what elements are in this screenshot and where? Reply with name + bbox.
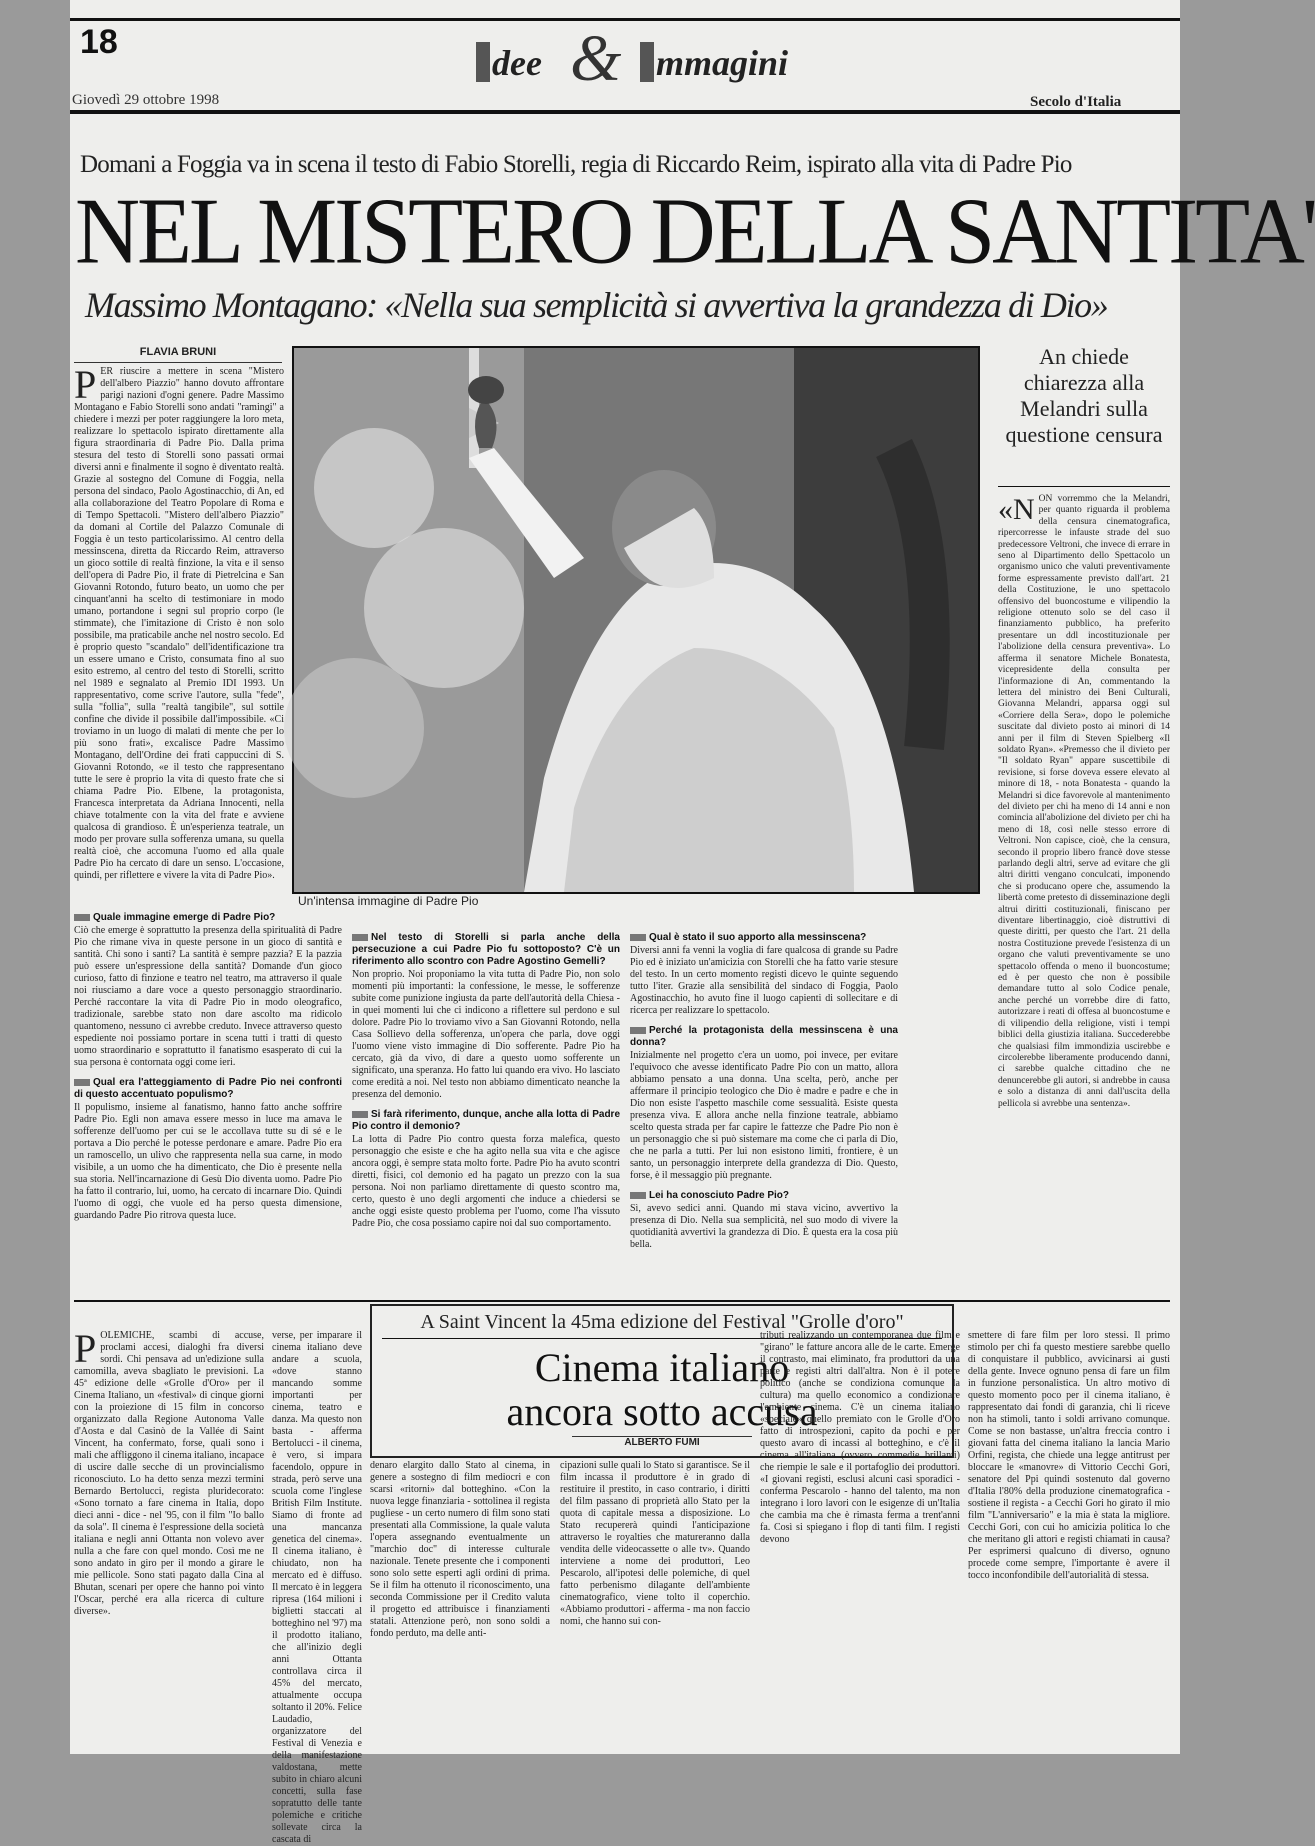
qa-right-answer-1: Diversi anni fa venni la voglia di fare qualcosa di grande su Padre Pio ed è iniziato un'amicizia con Storelli che ha fatto varie stesure del testo. In un certo momento registi dicevo le quinte seguendo tutto l'iter. Grazie alla sensibilità del sindaco di Foggia, Paolo Agostinacchio, ho avuto fine il luogo capienti di sollecitare e di ricerca per realizzare lo spettacolo. [630, 945, 898, 1016]
bottom-col2-text: verse, per imparare il cinema italiano deve andare a scuola, «dove stanno mancando somme importanti per cinema, teatro e danza. Ma questo non basta - afferma Bertolucci - il cinema, è vero, si impara facendolo, oppure in strada, però serve una scuola come l'inglese British Film Institute. Siamo di fronte ad una mancanza genetica del cinema». Il cinema italiano, è chiudato, non ha mercato ed è diffuso. Il mercato è in leggera ripresa (164 milioni i biglietti staccati al botteghino nel '97) ma il prodotto italiano, che all'inizio degli anni Ottanta controllava circa il 45% del mercato, attualmente occupa soltanto il 20%. Felice Laudadio, organizzatore del Festival di Venezia e della manifestazione valdostana, mette subito in chiaro alcuni concetti, sulla fase sopratutto delle tante polemiche e critiche sollevate circa la cascata di [272, 1330, 362, 1845]
main-subheadline: Massimo Montagano: «Nella sua semplicità si avvertiva la grandezza di Dio» [85, 285, 1108, 325]
bottom-dropcap: P [74, 1326, 97, 1371]
qa-right-question-2: Perché la protagonista della messinscena è una donna? [630, 1025, 898, 1048]
issue-date: Giovedì 29 ottobre 1998 [72, 92, 220, 108]
bottom-column-3 [370, 1460, 550, 1750]
bottom-column-1 [74, 1326, 265, 1750]
bottom-section-rule [74, 1300, 1170, 1302]
bottom-col5-text: tributi realizzando un contemporanea due film e "girano" le fatture ancora alle de le carte. Emerge il contrasto, mai eliminato, fra produttori da una parte e registi altri dall'altra. Non è il potere politico (anche se condiziona comunque la cultura) ma quello economico a condizionare l'ambiente cinema. C'è un cinema italiano «speciale» quello premiato con le Grolle d'Oro fatto di introspezioni, capito da pochi e per questo avaro di incassi al botteghino, e c'è il cinema all'italiana (ovvero commedie brillanti) che riempie le sale e il portafoglio dei produttori. «I giovani registi, esclusi alcuni casi sporadici - conferma Pescarolo - hanno del talento, ma non integrano i loro lavori con le esigenze di un'Italia che cambia ma che è rimasta ferma a trent'anni fa. Così si spiegano i flop di tanti film. I registi devono [760, 1330, 960, 1545]
newspaper-name: Secolo d'Italia [1030, 94, 1122, 110]
padre-pio-photo [292, 346, 980, 894]
qa-right-question-1: Qual è stato il suo apporto alla messinscena? [630, 932, 898, 944]
bottom-byline: ALBERTO FUMI [572, 1436, 752, 1448]
main-byline: FLAVIA BRUNI [139, 346, 217, 358]
masthead-bottom-rule [70, 110, 1180, 114]
bottom-column-2 [272, 1330, 362, 1845]
qa-middle-column [352, 928, 620, 1248]
qa-middle-answer-1: Non proprio. Noi proponiamo la vita tutta di Padre Pio, non solo momenti più importanti: la confessione, le messe, le sofferenze subite come punizione ingiusta da parte dell'autorità della Chiesa - in quei momenti lui che ci indicono a riflettere sul perdono e sul dolore. Padre Pio lo troviamo vivo a San Giovanni Rotondo, nella Casa Sollievo della sofferenza, un'opera che parla, dove oggi l'uomo viene visto immagine di Dio sofferente. Padre Pio ha cercato, già da vivo, di dare a questo uomo sofferente un significato, una speranza. Ho fatto lui quando era vivo. Ho lasciato come eredità a noi. Nel testo non abbiamo dimenticato neanche la presenza del demonio. [352, 969, 620, 1100]
qa-middle-question-2: Si farà riferimento, dunque, anche alla lotta di Padre Pio contro il demonio? [352, 1109, 620, 1132]
qa-right-answer-2: Inizialmente nel progetto c'era un uomo, poi invece, per evitare l'equivoco che avesse identificato Padre Pio con un matto, allora abbiamo pensato a una donna. Una scelta, però, anche per affermare il principio teologico che Dio è madre e padre e che in Dio non esiste l'aspetto maschile come sessualità. Esiste questa presenza viva. E allora anche nella finzione teatrale, abbiamo scelto questa strada per far capire le fattezze che Padre Pio non è un personaggio che si può sistemare ma come che ci parla di Dio, che ne parla a tutti. Per lui non esistono limiti, frontiere, è un santo, un personaggio interprete della grandezza di Dio. Questo, forse, è il messaggio più pregnante. [630, 1050, 898, 1181]
qa-middle-answer-2: La lotta di Padre Pio contro questa forza malefica, questo personaggio che esiste e che ha agito nella sua vita e che agisce ancora oggi, è sempre stata molto forte. Padre Pio ha avuto scontri diretti, fisici, col demonio ed ha pagato un prezzo con la sua persona. Noi non parliamo direttamente di questo scontro ma, certo, questo è uno degli argomenti che induce a chiedersi se anche oggi esiste questo problema per l'uomo, come l'ha vissuto Padre Pio, che cosa possiamo capire noi dal suo comportamento. [352, 1134, 620, 1229]
bottom-col6-text: smettere di fare film per loro stessi. Il primo stimolo per chi fa questo mestiere sarebbe quello di conquistare il pubblico, avvicinarsi ai gusti della gente. Invece ognuno pensa di fare un film in funzione personalistica. Un altro motivo di questo momento poco per il cinema italiano, è rappresentato dai fondi di garanzia, chi li riceve non ha stimoli, tanto i soldi arrivano comunque. Come se non bastasse, un'altra freccia contro i giovani fatta del cinema italiano la lancia Mario Orfini, regista, che chiede una legge antitrust per bloccare le «manovre» di Vittorio Cecchi Gori, senatore del Ppi quindi sostenuto dal governo d'Italia l'80% della produzione cinematografica - sostiene il regista - a Cecchi Gori ho girato il mio film "L'anniversario" e la mia è stata la migliore. Cecchi Gori, con cui ho amicizia politica lo che che meritano gli attori e registi chiamati in causa? Per esprimersi qualcuno di diverso, ognuno procede come sempre, l'importante è avere il tocco inconfondibile dell'autorialità di stessa. [968, 1330, 1170, 1581]
bottom-column-4 [560, 1460, 750, 1750]
sidebar-text: ON vorremmo che la Melandri, per quanto riguarda il problema della censura cinematografica, ripercorresse le infauste strade del suo predecessore Veltroni, che invece di errare in seno al Dipartimento dello Spettacolo un organismo unico che valuti preventivamente forme espressamente previsto dall'art. 21 della Costituzione, le uno spettacolo offensivo del buoncostume e vilipendio la religione ottenuto solo se del caso il finanziamento pubblico, ha preferito presentare un ddl incostituzionale per l'abolizione della censura preventiva». Lo afferma il senatore Michele Bonatesta, vicepresidente della consulta per l'informazione di An, commentando la lettera del ministro dei Beni Culturali, Giovanna Melandri, apparsa oggi sul «Corriere della Sera», dopo le polemiche suscitate dal divieto posto ai minori di 14 anni per il film di Steven Spielberg «Il soldato Ryan». «Premesso che il divieto per "Il soldato Ryan" appare suscettibile di revisione, si forse doveva essere elevato al minore di 18, - nota Bonatesta - quando la Melandri si dice favorevole al mantenimento del divieto per chi ha meno di 14 anni e non comincia all'abolizione del divieto per chi ha meno di 18, così nelle stesso errore di Veltroni. Non capisce, cioè, che la censura, secondo il proprio libero francè dove stesse parlando degli altri, serve ad evitare che gli altri diritti vengano conculcati, imponendo che si producano opere che, assumendo la libertà come pretesto di disseminazione degli altrui diritti costituzionali, finiscano per diventare libertinaggio, cioè distruttivi di queste diritti, per questo che l'art. 21 della nostra Costituzione prevede l'esistenza di un organo che valuti preventivamente se uno spettacolo offenda o meno il buoncostume; ed è per questo che non è possibile demandare tutto al solo Codice penale, anche perché un vorrebbe dire di fatto, autorizzare i reati di offesa al buoncostume e di vilipendio della religione, visti i tempi biblici della giustizia italiana. Succederebbe che qualsiasi film immondizia uscirebbe e circolerebbe liberamente producendo danni, ci sarebbe qualche cittadino che ne denuncerebbe gli autori, si andrebbe in causa e solo a distanza di anni dall'uscita della pellicola si avrebbe una sentenza». [998, 494, 1170, 1109]
sidebar-column [998, 494, 1170, 1294]
bottom-col1-text: OLEMICHE, scambi di accuse, proclami accesi, dialoghi fra diversi sordi. Chi pensava ad un'edizione sulla camomilla, aveva sbagliato le previsioni. La 45ª edizione delle «Grolle d'Oro» per il Cinema Italiano, un «festival» di cinque giorni con la proiezione di 15 film in concorso organizzato dalla Regione Autonoma Valle d'Aosta e dal Casinò de la Vallée di Saint Vincent, ha confermato, forse, quali sono i mali che affliggono il cinema italiano, incapace di uscire dalle secche di un provincialismo riconosciuto. Lo ha detto senza mezzi termini Bernardo Bertolucci, regista pluridecorato: «Sono tornato a fare cinema in Italia, dopo dieci anni - dice - nel '95, con il film "Io ballo da sola". Il cinema è l'espressione della società italiana e negli anni Ottanta non volevo aver nulla a che fare con quel mondo. Così me ne sono andato in giro per il mondo a girare le mie pellicole. Sono stati pagato dalla Cina al Bhutan, scenari per opere che hanno poi vinto l'Oscar, perché era alla ricerca di culture diverse». [74, 1330, 265, 1617]
qa-left-question-1: Quale immagine emerge di Padre Pio? [74, 912, 342, 924]
section-word-2: mmagini [656, 43, 789, 83]
sidebar-rule [998, 486, 1170, 487]
section-bar-1 [476, 42, 490, 82]
main-headline: NEL MISTERO DELLA SANTITA' [75, 179, 1315, 284]
section-bar-2 [640, 42, 654, 82]
newspaper-page [70, 0, 1315, 1845]
section-title [470, 24, 890, 94]
qa-left-column [74, 908, 342, 1248]
main-kicker: Domani a Foggia va in scena il testo di Fabio Storelli, regia di Riccardo Reim, ispirato alla vita di Padre Pio [80, 151, 1072, 178]
qa-left-question-2: Qual era l'atteggiamento di Padre Pio nei confronti di questo accentuato populismo? [74, 1077, 342, 1100]
byline-bar [74, 346, 282, 363]
photo-illustration [294, 348, 978, 892]
top-rule [70, 18, 1180, 21]
bottom-column-6 [968, 1330, 1170, 1750]
bottom-col3-text: denaro elargito dallo Stato al cinema, in genere a sostegno di film mediocri e con scarsi «ritorni» dal botteghino. «Con la nuova legge finanziaria - sottolinea il regista pugliese - un certo numero di film sono stati presentati alla Commissione, la quale valuta l'opera assegnando eventualmente un "marchio doc" di interesse culturale nazionale. Tenete presente che i componenti sono solo sette esperti agli ordini di prima. Se il film ha ottenuto il riconoscimento, una seconda Commissione per il Credito valuta il progetto ed attribuisce i finanziamenti statali. Attenzione però, non sono soldi a fondo perduto, ma delle anti- [370, 1460, 550, 1639]
page-number: 18 [80, 23, 118, 61]
bottom-kicker: A Saint Vincent la 45ma edizione del Festival "Grolle d'oro" [420, 1311, 904, 1333]
intro-dropcap: P [74, 362, 97, 407]
bottom-column-5 [760, 1330, 960, 1750]
sidebar-dropcap: «N [998, 493, 1035, 526]
qa-right-column [630, 928, 898, 1248]
bottom-headline-1: Cinema italiano [534, 1345, 790, 1390]
qa-left-answer-1: Ciò che emerge è soprattutto la presenza della spiritualità di Padre Pio che rimane viva in queste persone in un gioco di santità e santità. Chi sono i santi? La santità è sempre pazzia? E la pazzia può essere un'espressione della santità? Domande d'un gioco curioso, fatto di finzione e teatro nel teatro, ma attraverso il quale noi riusciamo a dare voce a questo personaggio straordinario. Perché raccontare la vita di Padre Pio in modo oleografico, tradizionale, sarebbe stato non dare ascolto ma ridicolo quantomeno, nessuno ci avrebbe creduto. Invece attraverso questo espediente noi possiamo portare in scena tutti i tratti di questo uomo straordinario e soprattutto il fanatismo esasperato di cui la sua persona è contornata oggi come ieri. [74, 925, 342, 1068]
qa-right-answer-3: Sì, avevo sedici anni. Quando mi stava vicino, avvertivo la presenza di Dio. Nella sua semplicità, nel suo modo di vivere la quotidianità avvertivi la grandezza di Dio. È questa era la cosa più bella. [630, 1203, 898, 1250]
sidebar-headline: An chiede chiarezza alla Melandri sulla questione censura [1005, 344, 1163, 447]
bottom-col4-text: cipazioni sulle quali lo Stato si garantisce. Se il film incassa il produttore è in grado di restituire il prestito, in caso contrario, i diritti del film passano di proprietà allo Stato per la quota di capitale messa a disposizione. Lo Stato recupererà quindi l'anticipazione attraverso le royalties che matureranno dalla vendita delle videocassette o alle tv». Quando interviene a nome dei produttori, Leo Pescarolo, all'ipotesi delle polemiche, di quel fatto perbenismo dilagante dell'ambiente cinematografico, viene tolto il coperchio. «Abbiamo produttori - afferma - ma non faccio nomi, che hanno sui con- [560, 1460, 750, 1627]
intro-text: ER riuscire a mettere in scena "Mistero dell'albero Piazzio" hanno dovuto affrontare parigi nazioni d'ogni genere. Padre Massimo Montagano e Fabio Storelli sono andati "ramingi" a chiedere i mezzi per poter raggiungere la loro meta, realizzare lo spettacolo ispirato direttamente alla figura straordinaria di Padre Pio. Dalla prima stesura del testo di Storelli sono passati ormai diversi anni e finalmente il sogno è diventato realtà. Grazie al sostegno del Comune di Foggia, nella persona del sindaco, Paolo Agostinacchio, di An, ed alla collaborazione del Teatro Popolare di Roma e di Tempo Spettacoli. "Mistero dell'albero Piazzio" da domani al Cortile del Palazzo Comunale di Foggia è un testo particolarissimo. Al centro della messinscena, diretta da Riccardo Reim, attraverso un gioco sottile di realtà finzione, la vita e il senso dell'opera di Padre Pio, il frate di Pietrelcina e San Giovanni Rotondo, futuro beato, un uomo che per cinquant'anni ha scelto di testimoniare in modo umano, portandone i segni sul proprio corpo (le stimmate), che l'imitazione di Cristo è non solo possibile, ma praticabile anche nel nostro secolo. Ed è proprio questo "scandalo" dell'identificazione tra un essere umano e Cristo, consumata fino al suo esito estremo, al centro del testo di Storelli, scritto nel 1989 e segnalato al Premio IDI 1993. Un rappresentativo, come scrive l'autore, sulla "fede", sulla "follia", sulla "realtà tangibile", sul sottile confine che divide il possibile dall'impossibile. «Ci troviamo in un luogo di malati di mente che per lo più sono frati», excalisce Padre Massimo Montagano, dell'Ordine dei frati cappuccini di S. Giovanni Rotondo, «e il testo che rappresentano tutte le sere è proprio la vita di questo frate che si chiama Padre Pio. Elbene, la protagonista, Francesca interpretata da Adriana Innocenti, nella chiave totalmente con la vita del frate e avviene qualcosa di grandioso. È un'esperienza teatrale, un modo per provare sulla sofferenza umana, su quella realtà cioè, che accomuna l'uomo ed alla quale Padre Pio ha cercato di dare un senso. L'occasione, quindi, per riflettere e vivere la vita di Padre Pio». [74, 366, 284, 881]
qa-right-question-3: Lei ha conosciuto Padre Pio? [630, 1190, 898, 1202]
photo-caption: Un'intensa immagine di Padre Pio [298, 894, 479, 908]
qa-left-answer-2: Il populismo, insieme al fanatismo, hanno fatto anche soffrire Padre Pio. Egli non amava essere messo in luce ma amava le sofferenze dell'uomo per cui se le accollava tutte su di sé e le portava a Dio perché le potesse perdonare e amare. Padre Pio era un ramoscello, un ulivo che rappresenta nella sua carne, in modo visibile, a un uomo che ha dimenticato, che Dio è presente nella sua storia. Nell'incarnazione di Gesù Dio diventa uomo. Padre Pio ha fatto il contrario, lui, uomo, ha cercato di incarnare Dio. Quindi l'uomo di oggi, che vuole ed ha perso questa dimensione, guardando Padre Pio ritrova questa luce. [74, 1102, 342, 1221]
section-ampersand: & [570, 22, 622, 95]
bottom-headline-2: ancora sotto accusa [506, 1389, 818, 1434]
intro-column [74, 362, 284, 894]
qa-middle-question-1: Nel testo di Storelli si parla anche della persecuzione a cui Padre Pio fu sottoposto? C'è un riferimento allo scontro con Padre Agostino Gemelli? [352, 932, 620, 967]
section-word-1: dee [492, 43, 542, 83]
